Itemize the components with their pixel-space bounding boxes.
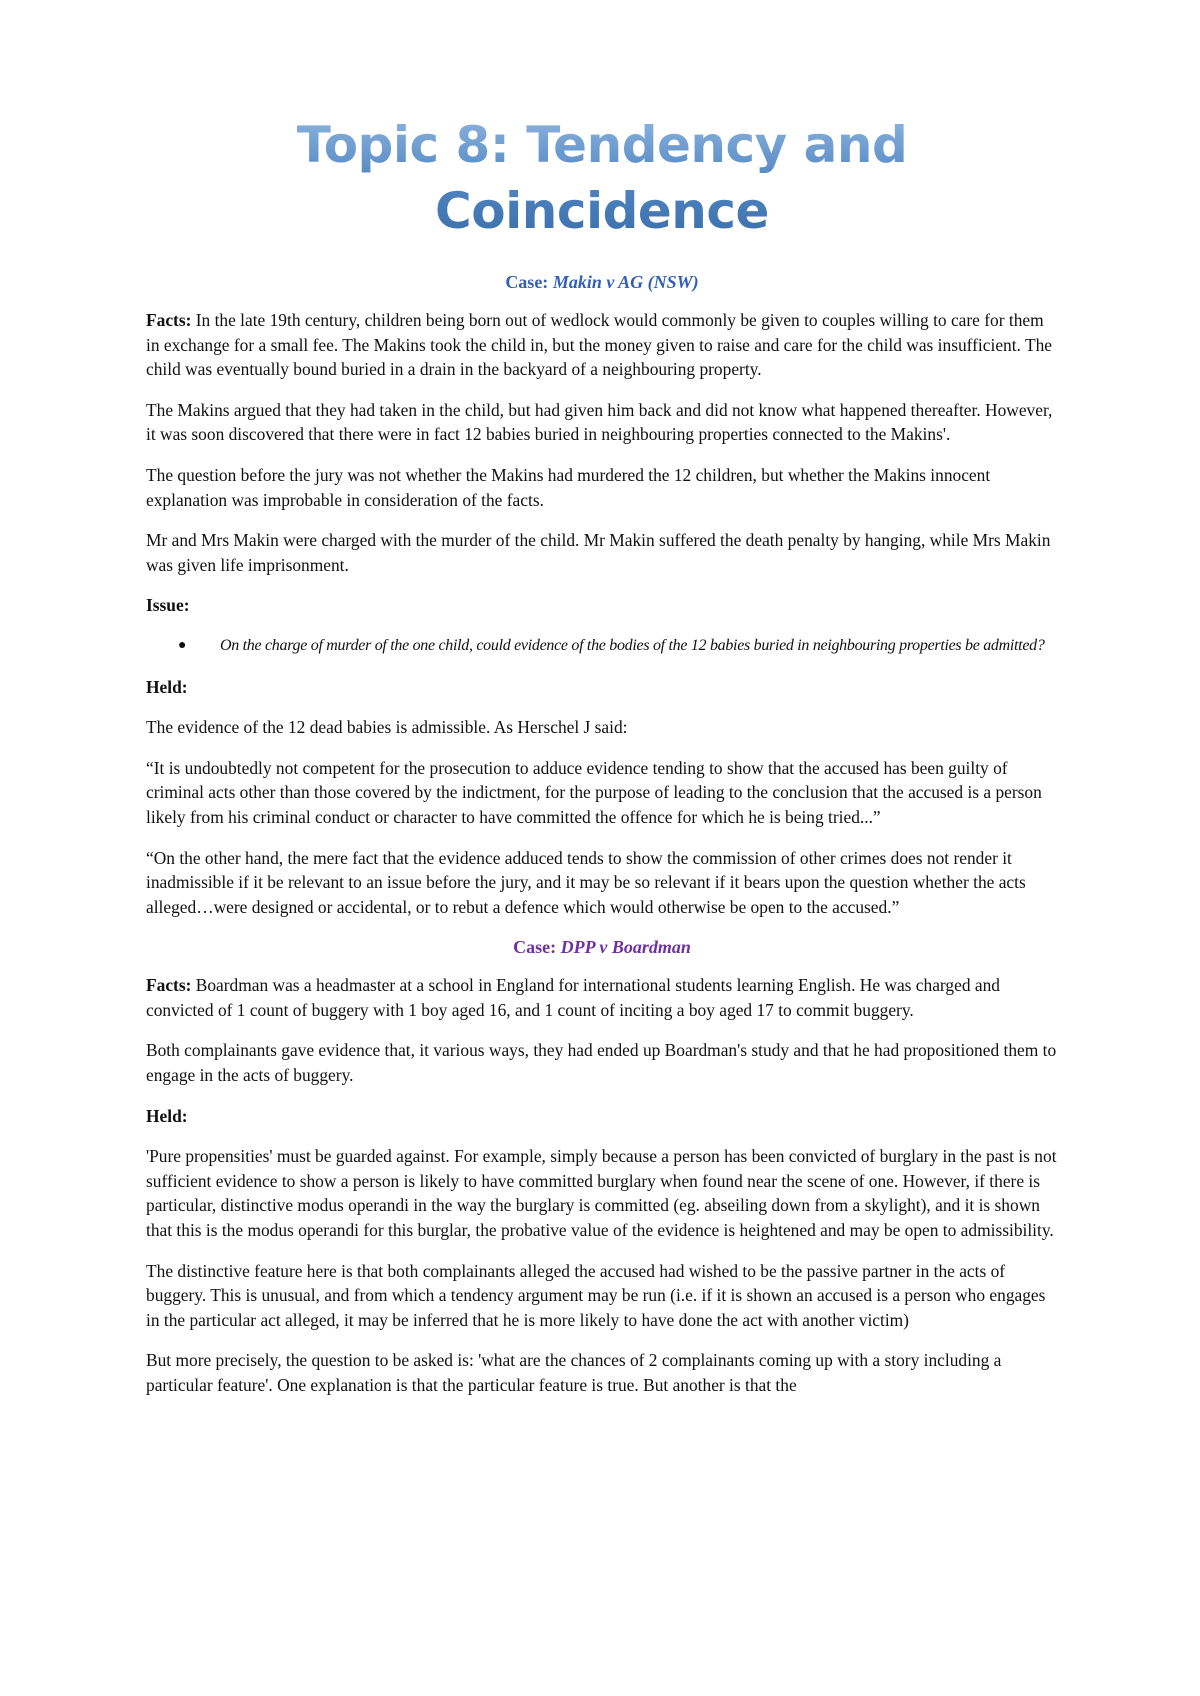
facts-label: Facts: xyxy=(146,975,192,996)
bullet-dot-icon: ● xyxy=(178,637,187,653)
held-paragraph: But more precisely, the question to be asked is: 'what are the chances of 2 complainants coming up with a story including a particular feature'. One explanation is that the particular feature is true. But another is that the xyxy=(146,1350,1002,1395)
case-heading-boardman xyxy=(146,935,1058,959)
case-heading-makin xyxy=(146,270,1058,294)
body-paragraph: Mr and Mrs Makin were charged with the murder of the child. Mr Makin suffered the death penalty by hanging, while Mrs Makin was given life imprisonment. xyxy=(146,530,1051,575)
document-title: Topic 8: Tendency and Coincidence xyxy=(146,112,1058,244)
quote-paragraph: “On the other hand, the mere fact that the evidence adduced tends to show the commission of other crimes does not render it inadmissible if it be relevant to an issue before the jury, and it may be so relevant if it bears upon the question whether the acts alleged…were designed or accidental, or to rebut a defence which would otherwise be open to the accused.” xyxy=(146,847,1026,917)
case-name: Makin v AG (NSW) xyxy=(552,272,699,292)
facts-text: In the late 19th century, children being born out of wedlock would commonly be given to couples willing to care for them in exchange for a small fee. The Makins took the child in, but the money given to raise and care for the child was insufficient. The child was eventually bound buried in a drain in the backyard of a neighbouring property. xyxy=(146,310,1052,380)
held-paragraph: The evidence of the 12 dead babies is admissible. As Herschel J said: xyxy=(146,717,628,738)
issue-text: On the charge of murder of the one child, could evidence of the bodies of the 12 babies buried in neighbouring properties be admitted? xyxy=(220,636,1045,654)
case-name: DPP v Boardman xyxy=(560,937,691,958)
facts-text: Boardman was a headmaster at a school in England for international students learning English. He was charged and convicted of 1 count of buggery with 1 boy aged 16, and 1 count of inciting a boy aged 17 to commit buggery. xyxy=(146,975,1000,1020)
issue-list xyxy=(146,634,1058,659)
held-label: Held: xyxy=(146,676,188,697)
case-prefix: Case: xyxy=(505,272,553,292)
issue-label: Issue: xyxy=(146,595,190,616)
held-paragraph: 'Pure propensities' must be guarded against. For example, simply because a person has been convicted of burglary in the past is not sufficient evidence to show a person is likely to have committed burglary when found near the scene of one. However, if there is particular, distinctive modus operandi in the way the burglary is committed (eg. abseiling down from a skylight), and it is shown that this is the modus operandi for this burglar, the probative value of the evidence is heightened and may be open to admissibility. xyxy=(146,1146,1057,1241)
facts-paragraph xyxy=(146,973,1058,1022)
body-paragraph: Both complainants gave evidence that, it various ways, they had ended up Boardman's study and that he had propositioned them to engage in the acts of buggery. xyxy=(146,1040,1057,1086)
case-prefix: Case: xyxy=(513,937,561,958)
case-boardman xyxy=(146,935,1058,1397)
held-label: Held: xyxy=(146,1105,188,1126)
quote-paragraph: “It is undoubtedly not competent for the prosecution to adduce evidence tending to show that the accused has been guilty of criminal acts other than those covered by the indictment, for the purpose of leading to the conclusion that the accused is a person likely from his criminal conduct or character to have committed the offence for which he is being tried...” xyxy=(146,757,1042,827)
held-paragraph: The distinctive feature here is that both complainants alleged the accused had wished to be the passive partner in the acts of buggery. This is unusual, and from which a tendency argument may be run (i.e. if it is shown an accused is a person who engages in the particular act alleged, it may be inferred that he is more likely to have done the act with another victim) xyxy=(146,1260,1046,1330)
issue-item xyxy=(178,634,1058,659)
facts-paragraph xyxy=(146,308,1058,382)
facts-label: Facts: xyxy=(146,310,192,330)
body-paragraph: The question before the jury was not whether the Makins had murdered the 12 children, but whether the Makins innocent explanation was improbable in consideration of the facts. xyxy=(146,464,991,510)
body-paragraph: The Makins argued that they had taken in the child, but had given him back and did not know what happened thereafter. However, it was soon discovered that there were in fact 12 babies buried in neighbouring properties connected to the Makins'. xyxy=(146,399,1053,445)
case-makin xyxy=(146,270,1058,919)
